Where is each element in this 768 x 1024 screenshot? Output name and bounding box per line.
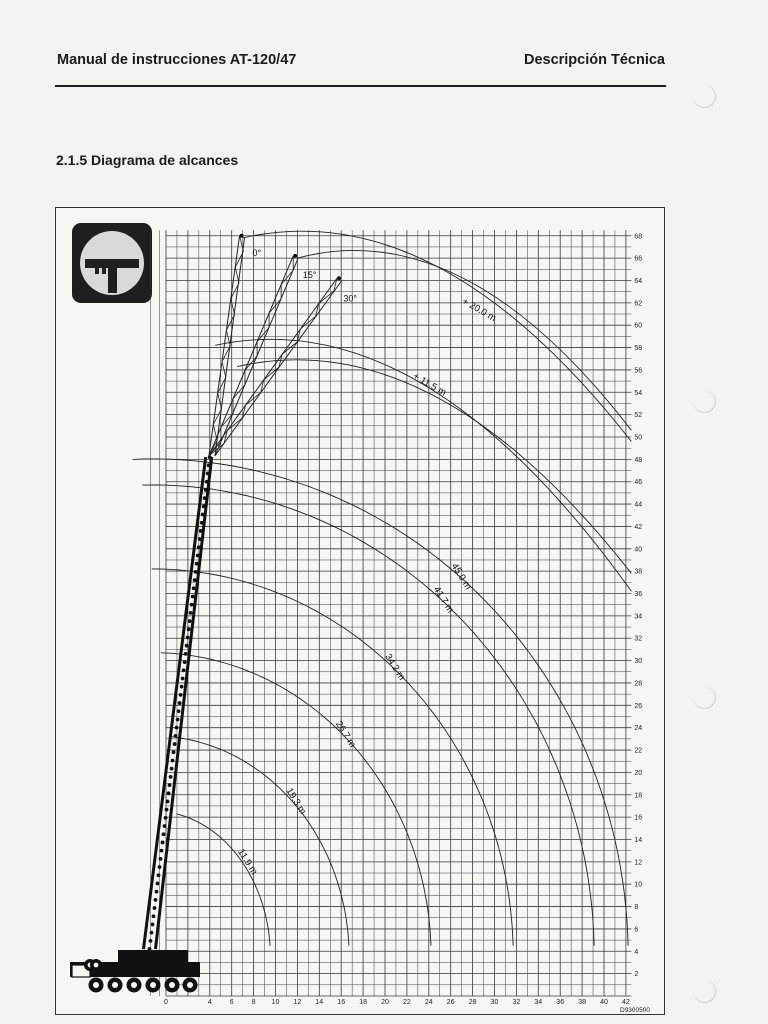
y-tick-label: 40: [634, 546, 643, 554]
y-tick-label: 14: [634, 836, 643, 844]
x-tick-label: 28: [468, 999, 477, 1006]
boom-length-label: 19.3 m: [283, 786, 309, 817]
y-tick-label: 44: [634, 501, 643, 509]
x-tick-label: 8: [251, 999, 256, 1006]
boom-section-dot: [182, 668, 186, 672]
boom-section-dot: [156, 882, 160, 886]
boom-section-dot: [199, 529, 203, 533]
header-manual-title: Manual de instrucciones AT-120/47: [57, 52, 297, 68]
crane-carrier: [70, 950, 200, 993]
figure-code: D9300500: [620, 1007, 650, 1014]
y-tick-label: 6: [634, 926, 639, 934]
y-tick-label: 54: [634, 389, 643, 397]
y-tick-label: 64: [634, 277, 643, 285]
x-tick-label: 4: [207, 999, 212, 1006]
boom-section-dot: [164, 816, 168, 820]
y-tick-label: 12: [634, 859, 643, 867]
y-tick-label: 48: [634, 456, 643, 464]
boom-length-label: 45.0 m: [448, 561, 474, 592]
diagram-grid: [151, 230, 632, 996]
boom-section-dot: [151, 923, 155, 927]
boom-section-dot: [171, 759, 175, 763]
jib-length-label: + 11.5 m: [410, 370, 449, 399]
x-tick-label: 16: [337, 999, 346, 1006]
boom-section-dot: [204, 488, 208, 492]
boom-section-dot: [201, 513, 205, 517]
y-tick-label: 52: [634, 412, 643, 420]
y-tick-label: 18: [634, 792, 643, 800]
y-tick-label: 8: [634, 904, 639, 912]
y-tick-label: 30: [634, 658, 643, 666]
jib-angle-label: 0°: [252, 247, 262, 258]
x-tick-label: 26: [446, 999, 455, 1006]
y-tick-label: 32: [634, 635, 643, 643]
header-section-name: Descripción Técnica: [523, 52, 665, 68]
boom-section-dot: [196, 554, 200, 558]
boom-section-dot: [183, 660, 187, 664]
boom-section-dot: [200, 521, 204, 525]
boom-section-dot: [207, 463, 211, 467]
boom-section-dot: [190, 603, 194, 607]
x-tick-label: 30: [490, 999, 499, 1006]
boom-section-dot: [203, 496, 207, 500]
boom-section-dot: [187, 627, 191, 631]
boom-length-label: 26.7 m: [332, 719, 358, 750]
boom-section-dot: [162, 832, 166, 836]
boom-length-label: 41.7 m: [430, 584, 456, 616]
x-tick-label: 24: [424, 999, 433, 1006]
x-tick-label: 22: [403, 999, 411, 1006]
boom-section-dot: [178, 701, 182, 705]
boom-section-dot: [157, 873, 161, 877]
boom-section-dot: [206, 472, 210, 476]
boom-reach-arc: [133, 459, 628, 946]
y-tick-label: 4: [634, 948, 639, 956]
jib-angle-label: 30°: [343, 293, 358, 304]
y-tick-label: 28: [634, 680, 643, 688]
boom-section-dot: [189, 611, 193, 615]
jib-tip: [240, 234, 244, 238]
boom-section-dot: [175, 726, 179, 730]
y-tick-label: 62: [634, 300, 643, 308]
boom-section-dot: [167, 791, 171, 795]
y-tick-label: 16: [634, 814, 643, 822]
jib-angle-label: 15°: [302, 270, 317, 281]
y-tick-label: 22: [634, 747, 643, 755]
boom-section-dot: [192, 586, 196, 590]
boom-edge: [143, 457, 205, 949]
boom-reach-arc: [176, 814, 270, 946]
boom-section-dot: [197, 545, 201, 549]
boom-section-dot: [191, 595, 195, 599]
boom-length-label: 11.9 m: [235, 847, 260, 877]
x-tick-label: 32: [512, 999, 521, 1006]
y-tick-label: 68: [634, 233, 643, 241]
jib-length-label: + 20.0 m: [460, 295, 498, 325]
y-tick-label: 50: [634, 434, 643, 442]
boom-reach-arc: [152, 569, 513, 946]
boom-section-dot: [172, 750, 176, 754]
boom-section-dot: [165, 808, 169, 812]
boom-section-dot: [159, 857, 163, 861]
y-tick-label: 42: [634, 523, 643, 531]
boom-section-dot: [195, 562, 199, 566]
y-tick-label: 26: [634, 702, 643, 710]
x-tick-label: 34: [534, 999, 543, 1006]
y-tick-label: 38: [634, 568, 643, 576]
x-tick-label: 42: [622, 999, 630, 1006]
y-tick-label: 2: [634, 971, 639, 979]
y-tick-label: 60: [634, 322, 643, 330]
boom-section-dot: [180, 685, 184, 689]
boom-section-dot: [184, 652, 188, 656]
boom-section-dot: [176, 718, 180, 722]
y-tick-label: 66: [634, 255, 643, 263]
x-tick-label: 40: [600, 999, 608, 1006]
reach-curves: [133, 231, 632, 946]
boom-section-dot: [149, 939, 153, 943]
boom-section-dot: [185, 644, 189, 648]
section-title: 2.1.5 Diagrama de alcances: [56, 152, 239, 168]
x-tick-label: 18: [359, 999, 367, 1006]
boom-section-dot: [154, 898, 158, 902]
y-tick-label: 24: [634, 725, 643, 733]
boom-section-dot: [168, 783, 172, 787]
jib-tip: [293, 254, 297, 258]
boom-length-label: 34.2 m: [382, 651, 408, 683]
y-tick-label: 10: [634, 881, 643, 889]
boom-section-dot: [181, 677, 185, 681]
boom-section-dot: [202, 504, 206, 508]
boom-section-dot: [161, 841, 165, 845]
y-tick-label: 36: [634, 591, 643, 599]
y-tick-label: 56: [634, 367, 643, 375]
boom-section-dot: [152, 914, 156, 918]
jib-lattice-edge: [215, 280, 342, 456]
boom-section-dot: [158, 865, 162, 869]
boom-section-dot: [163, 824, 167, 828]
boom-section-dot: [155, 890, 159, 894]
boom-section-dot: [198, 537, 202, 541]
x-tick-label: 38: [578, 999, 586, 1006]
boom-section-dot: [169, 775, 173, 779]
y-tick-label: 58: [634, 345, 643, 353]
y-tick-label: 20: [634, 769, 643, 777]
boom-edge: [155, 457, 211, 949]
boom-section-dot: [160, 849, 164, 853]
boom-section-dot: [186, 636, 190, 640]
boom-section-dot: [194, 570, 198, 574]
x-tick-label: 0: [164, 999, 168, 1006]
boom-section-dot: [174, 734, 178, 738]
boom-section-dot: [205, 480, 209, 484]
boom-section-dot: [173, 742, 177, 746]
x-tick-label: 14: [315, 999, 324, 1006]
x-tick-label: 12: [293, 999, 302, 1006]
boom-section-dot: [193, 578, 197, 582]
boom-section-dot: [177, 709, 181, 713]
boom-section-dot: [170, 767, 174, 771]
boom-section-dot: [150, 931, 154, 935]
boom-section-dot: [179, 693, 183, 697]
jib-tip: [337, 276, 341, 280]
y-tick-label: 46: [634, 479, 643, 487]
x-tick-label: 36: [556, 999, 565, 1006]
x-tick-label: 10: [271, 999, 280, 1006]
y-tick-label: 34: [634, 613, 643, 621]
boom-section-dot: [166, 800, 170, 804]
boom-section-dot: [153, 906, 157, 910]
x-tick-label: 6: [229, 999, 234, 1006]
x-tick-label: 20: [381, 999, 389, 1006]
boom-section-dot: [188, 619, 192, 623]
boom-reach-arc: [170, 737, 349, 946]
